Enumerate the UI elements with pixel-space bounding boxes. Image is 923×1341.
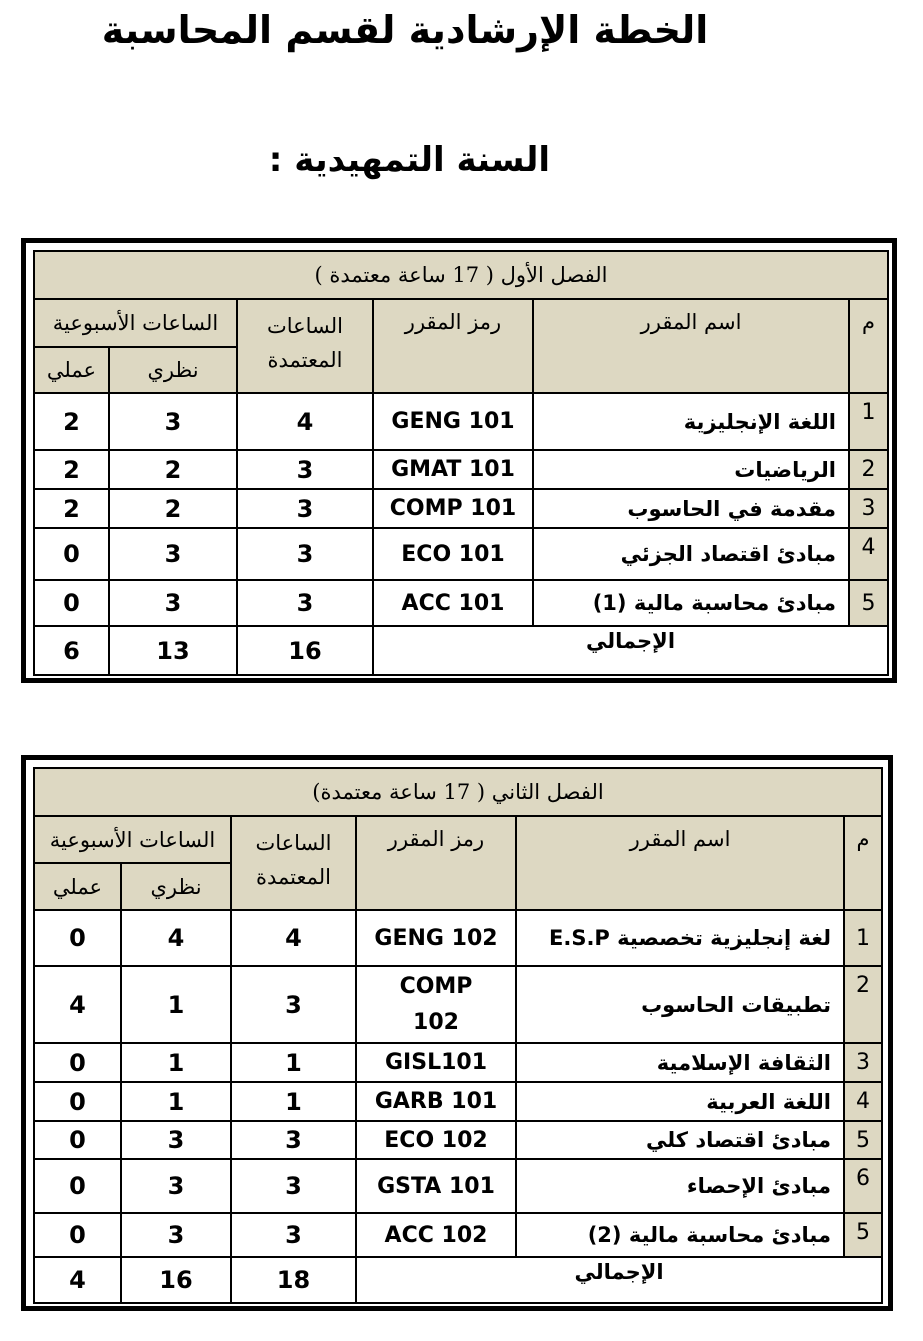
practical-cell: 0 [34, 1159, 121, 1213]
index-cell: 5 [844, 1213, 882, 1257]
semester1-table [21, 238, 897, 683]
course-code-cell: GSTA 101 [356, 1159, 516, 1213]
index-cell: 5 [849, 580, 888, 626]
course-name-cell: لغة إنجليزية تخصصية E.S.P [516, 910, 844, 966]
index-cell: 2 [844, 966, 882, 1043]
credit-hours-header [237, 299, 373, 393]
theory-header: نظري [109, 347, 237, 393]
credit-hours-header-line2: المعتمدة [267, 347, 343, 372]
credit-cell: 3 [231, 1121, 356, 1159]
table-row [34, 910, 882, 966]
index-cell: 4 [844, 1082, 882, 1121]
page-subtitle: السنة التمهيدية : [268, 140, 550, 180]
course-code-cell: ECO 101 [373, 528, 533, 580]
practical-cell: 0 [34, 1043, 121, 1082]
table-row [34, 393, 888, 450]
course-code-cell: ACC 101 [373, 580, 533, 626]
theory-cell: 3 [109, 393, 237, 450]
course-name-cell: الثقافة الإسلامية [516, 1043, 844, 1082]
theory-cell: 3 [109, 528, 237, 580]
index-header: م [844, 816, 882, 910]
course-name-cell: مبادئ محاسبة مالية (2) [516, 1213, 844, 1257]
total-practical: 6 [34, 626, 109, 675]
table-row [34, 1121, 882, 1159]
semester2-table [21, 755, 893, 1311]
practical-cell: 0 [34, 528, 109, 580]
practical-cell: 0 [34, 1213, 121, 1257]
practical-cell: 4 [34, 966, 121, 1043]
total-row [34, 1257, 882, 1303]
theory-cell: 3 [121, 1121, 231, 1159]
course-name-cell: مبادئ اقتصاد الجزئي [533, 528, 849, 580]
credit-cell: 3 [237, 528, 373, 580]
credit-hours-header-line1: الساعات [255, 831, 332, 855]
credit-cell: 3 [231, 966, 356, 1043]
theory-cell: 1 [121, 1082, 231, 1121]
total-theory: 16 [121, 1257, 231, 1303]
practical-cell: 0 [34, 580, 109, 626]
practical-cell: 2 [34, 393, 109, 450]
weekly-hours-header: الساعات الأسبوعية [34, 299, 237, 347]
total-theory: 13 [109, 626, 237, 675]
theory-cell: 4 [121, 910, 231, 966]
practical-header: عملي [34, 347, 109, 393]
theory-cell: 1 [121, 966, 231, 1043]
table-row [34, 580, 888, 626]
course-code-cell: ECO 102 [356, 1121, 516, 1159]
practical-cell: 2 [34, 450, 109, 489]
index-cell: 1 [849, 393, 888, 450]
credit-cell: 3 [237, 489, 373, 528]
index-cell: 1 [844, 910, 882, 966]
credit-hours-header [231, 816, 356, 910]
course-code-cell: ACC 102 [356, 1213, 516, 1257]
credit-hours-header-line1: الساعات [266, 314, 344, 338]
theory-cell: 3 [121, 1213, 231, 1257]
credit-cell: 3 [231, 1159, 356, 1213]
credit-cell: 4 [237, 393, 373, 450]
course-name-cell: مقدمة في الحاسوب [533, 489, 849, 528]
course-name-header: اسم المقرر [533, 299, 849, 393]
course-code-line2: 102 [413, 1009, 459, 1035]
semester1-title: الفصل الأول ( 17 ساعة معتمدة ) [34, 251, 888, 299]
index-cell: 2 [849, 450, 888, 489]
course-code-cell: COMP 101 [373, 489, 533, 528]
course-code-cell: GENG 101 [373, 393, 533, 450]
total-row [34, 626, 888, 675]
credit-cell: 3 [237, 580, 373, 626]
table-row [34, 450, 888, 489]
index-cell: 3 [844, 1043, 882, 1082]
index-cell: 6 [844, 1159, 882, 1213]
table-row [34, 966, 882, 1043]
theory-cell: 3 [121, 1159, 231, 1213]
course-code-header: رمز المقرر [373, 299, 533, 393]
total-practical: 4 [34, 1257, 121, 1303]
course-name-cell: الرياضيات [533, 450, 849, 489]
semester2-title: الفصل الثاني ( 17 ساعة معتمدة) [34, 768, 882, 816]
course-code-line1: COMP [399, 974, 473, 1000]
table-row [34, 1213, 882, 1257]
total-credit: 18 [231, 1257, 356, 1303]
index-cell: 3 [849, 489, 888, 528]
total-label: الإجمالي [356, 1257, 882, 1303]
credit-cell: 1 [231, 1043, 356, 1082]
course-name-cell: مبادئ الإحصاء [516, 1159, 844, 1213]
theory-cell: 1 [121, 1043, 231, 1082]
practical-cell: 2 [34, 489, 109, 528]
course-code-cell: GISL101 [356, 1043, 516, 1082]
course-code-header: رمز المقرر [356, 816, 516, 910]
table-row [34, 1082, 882, 1121]
table-row [34, 1159, 882, 1213]
weekly-hours-header: الساعات الأسبوعية [34, 816, 231, 863]
total-credit: 16 [237, 626, 373, 675]
credit-cell: 4 [231, 910, 356, 966]
credit-cell: 3 [231, 1213, 356, 1257]
course-code-cell: GMAT 101 [373, 450, 533, 489]
theory-cell: 2 [109, 450, 237, 489]
course-code-cell: GARB 101 [356, 1082, 516, 1121]
total-label: الإجمالي [373, 626, 888, 675]
theory-cell: 2 [109, 489, 237, 528]
course-name-header: اسم المقرر [516, 816, 844, 910]
theory-header: نظري [121, 863, 231, 910]
table-row [34, 489, 888, 528]
table-row [34, 528, 888, 580]
index-header: م [849, 299, 888, 393]
practical-cell: 0 [34, 910, 121, 966]
practical-cell: 0 [34, 1121, 121, 1159]
theory-cell: 3 [109, 580, 237, 626]
page-title: الخطة الإرشادية لقسم المحاسبة [101, 8, 709, 52]
course-name-cell: مبادئ اقتصاد كلي [516, 1121, 844, 1159]
course-name-cell: اللغة الإنجليزية [533, 393, 849, 450]
index-cell: 4 [849, 528, 888, 580]
course-name-cell: مبادئ محاسبة مالية (1) [533, 580, 849, 626]
credit-hours-header-line2: المعتمدة [255, 864, 331, 889]
course-code-cell: GENG 102 [356, 910, 516, 966]
practical-cell: 0 [34, 1082, 121, 1121]
credit-cell: 3 [237, 450, 373, 489]
course-name-cell: اللغة العربية [516, 1082, 844, 1121]
table-row [34, 1043, 882, 1082]
credit-cell: 1 [231, 1082, 356, 1121]
course-name-cell: تطبيقات الحاسوب [516, 966, 844, 1043]
index-cell: 5 [844, 1121, 882, 1159]
course-code-cell [356, 966, 516, 1043]
practical-header: عملي [34, 863, 121, 910]
